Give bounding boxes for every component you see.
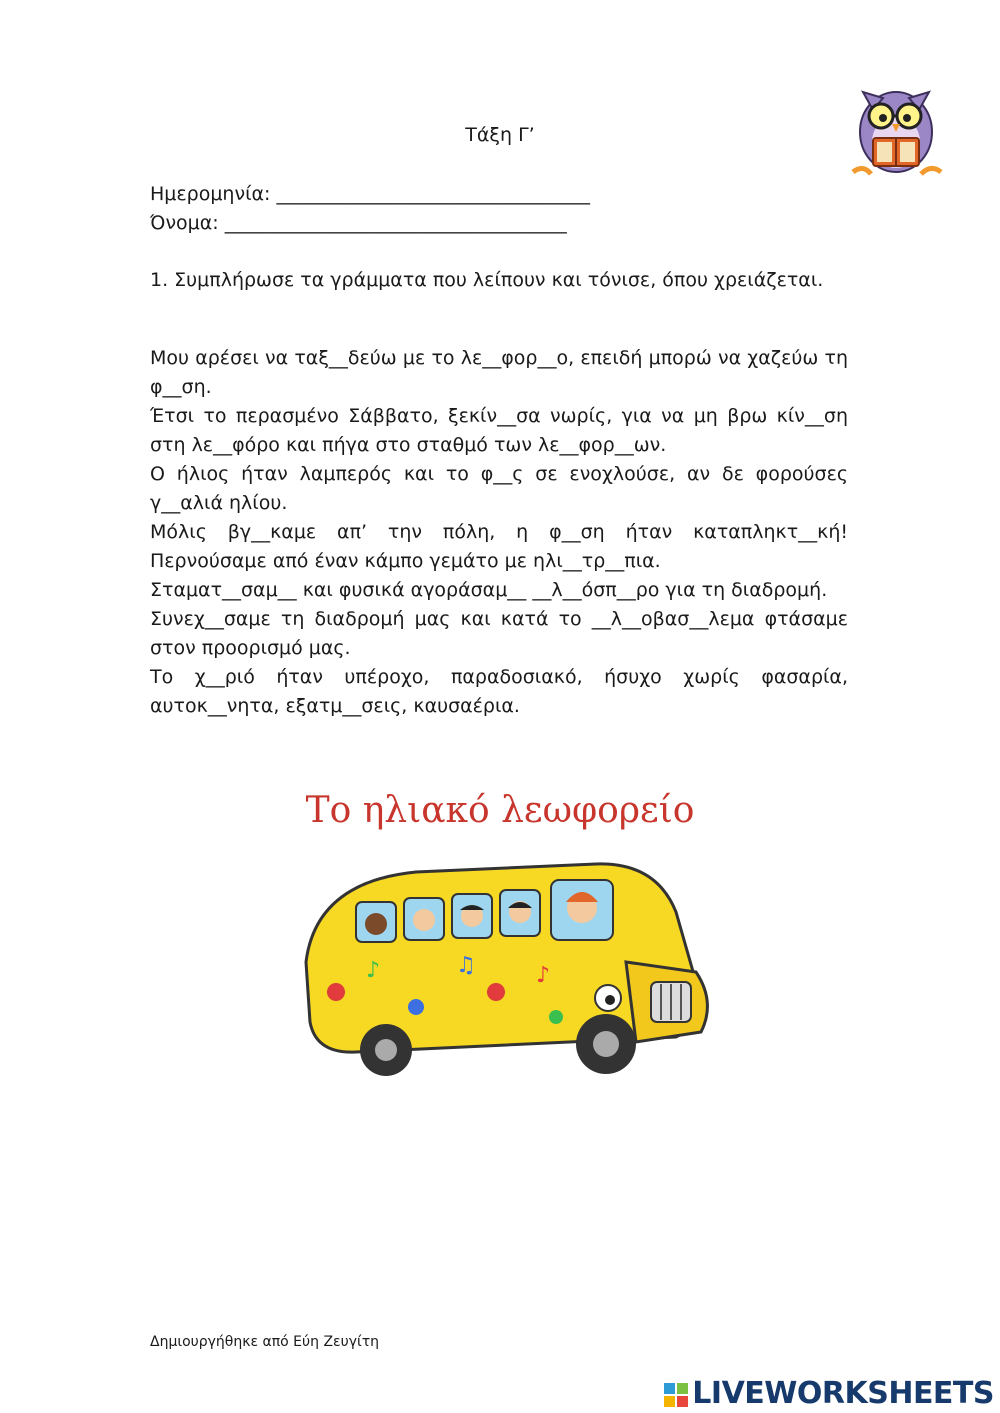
exercise-paragraph: Το χ__ριό ήταν υπέροχο, παραδοσιακό, ήσυχο χωρίς φασαρία, αυτοκ__νητα, εξατμ__σεις, καυσαέρια. (150, 666, 848, 717)
exercise-paragraph: Έτσι το περασμένο Σάββατο, ξεκίν__σα νωρίς, για να μη βρω κίν__ση στη λε__φόρο και πήγα στο σταθμό των λε__φορ__ων. (150, 405, 848, 456)
name-blank-line[interactable]: ____________________________________ (224, 212, 567, 234)
name-field (150, 212, 567, 234)
liveworksheets-icon (664, 1383, 688, 1407)
date-label: Ημερομηνία: (150, 183, 271, 205)
exercise-paragraph: Μου αρέσει να ταξ__δεύω με το λε__φορ__ο, επειδή μπορώ να χαζεύω τη φ__ση. (150, 347, 848, 398)
svg-text:♫: ♫ (456, 953, 476, 978)
date-blank-line[interactable]: _________________________________ (276, 183, 590, 205)
svg-text:♪: ♪ (366, 958, 381, 983)
svg-text:♪: ♪ (536, 963, 551, 988)
date-field (150, 183, 590, 205)
exercise-text (150, 344, 848, 721)
illustration-title: Το ηλιακό λεωφορείο (305, 790, 695, 831)
liveworksheets-wordmark: LIVEWORKSHEETS (692, 1376, 994, 1411)
exercise-paragraph: Μόλις βγ__καμε απ’ την πόλη, η φ__ση ήταν καταπληκτ__κή! Περνούσαμε από έναν κάμπο γεμάτο με ηλι__τρ__πια. (150, 521, 848, 572)
liveworksheets-logo[interactable] (664, 1376, 994, 1411)
name-label: Όνομα: (150, 212, 219, 234)
exercise-paragraph: Ο ήλιος ήταν λαμπερός και το φ__ς σε ενοχλούσε, αν δε φορούσες γ__αλιά ηλίου. (150, 463, 848, 514)
school-bus-illustration (296, 842, 726, 1092)
exercise-paragraph: Συνεχ__σαμε τη διαδρομή μας και κατά το __λ__οβασ__λεμα φτάσαμε στον προορισμό μας. (150, 608, 848, 659)
grade-heading: Τάξη Γ’ (465, 124, 535, 146)
author-credit: Δημιουργήθηκε από Εύη Ζευγίτη (150, 1334, 380, 1350)
exercise-instruction: 1. Συμπλήρωσε τα γράμματα που λείπουν και τόνισε, όπου χρειάζεται. (150, 269, 824, 291)
exercise-paragraph: Σταματ__σαμ__ και φυσικά αγοράσαμ__ __λ__όσπ__ρο για τη διαδρομή. (150, 579, 828, 601)
